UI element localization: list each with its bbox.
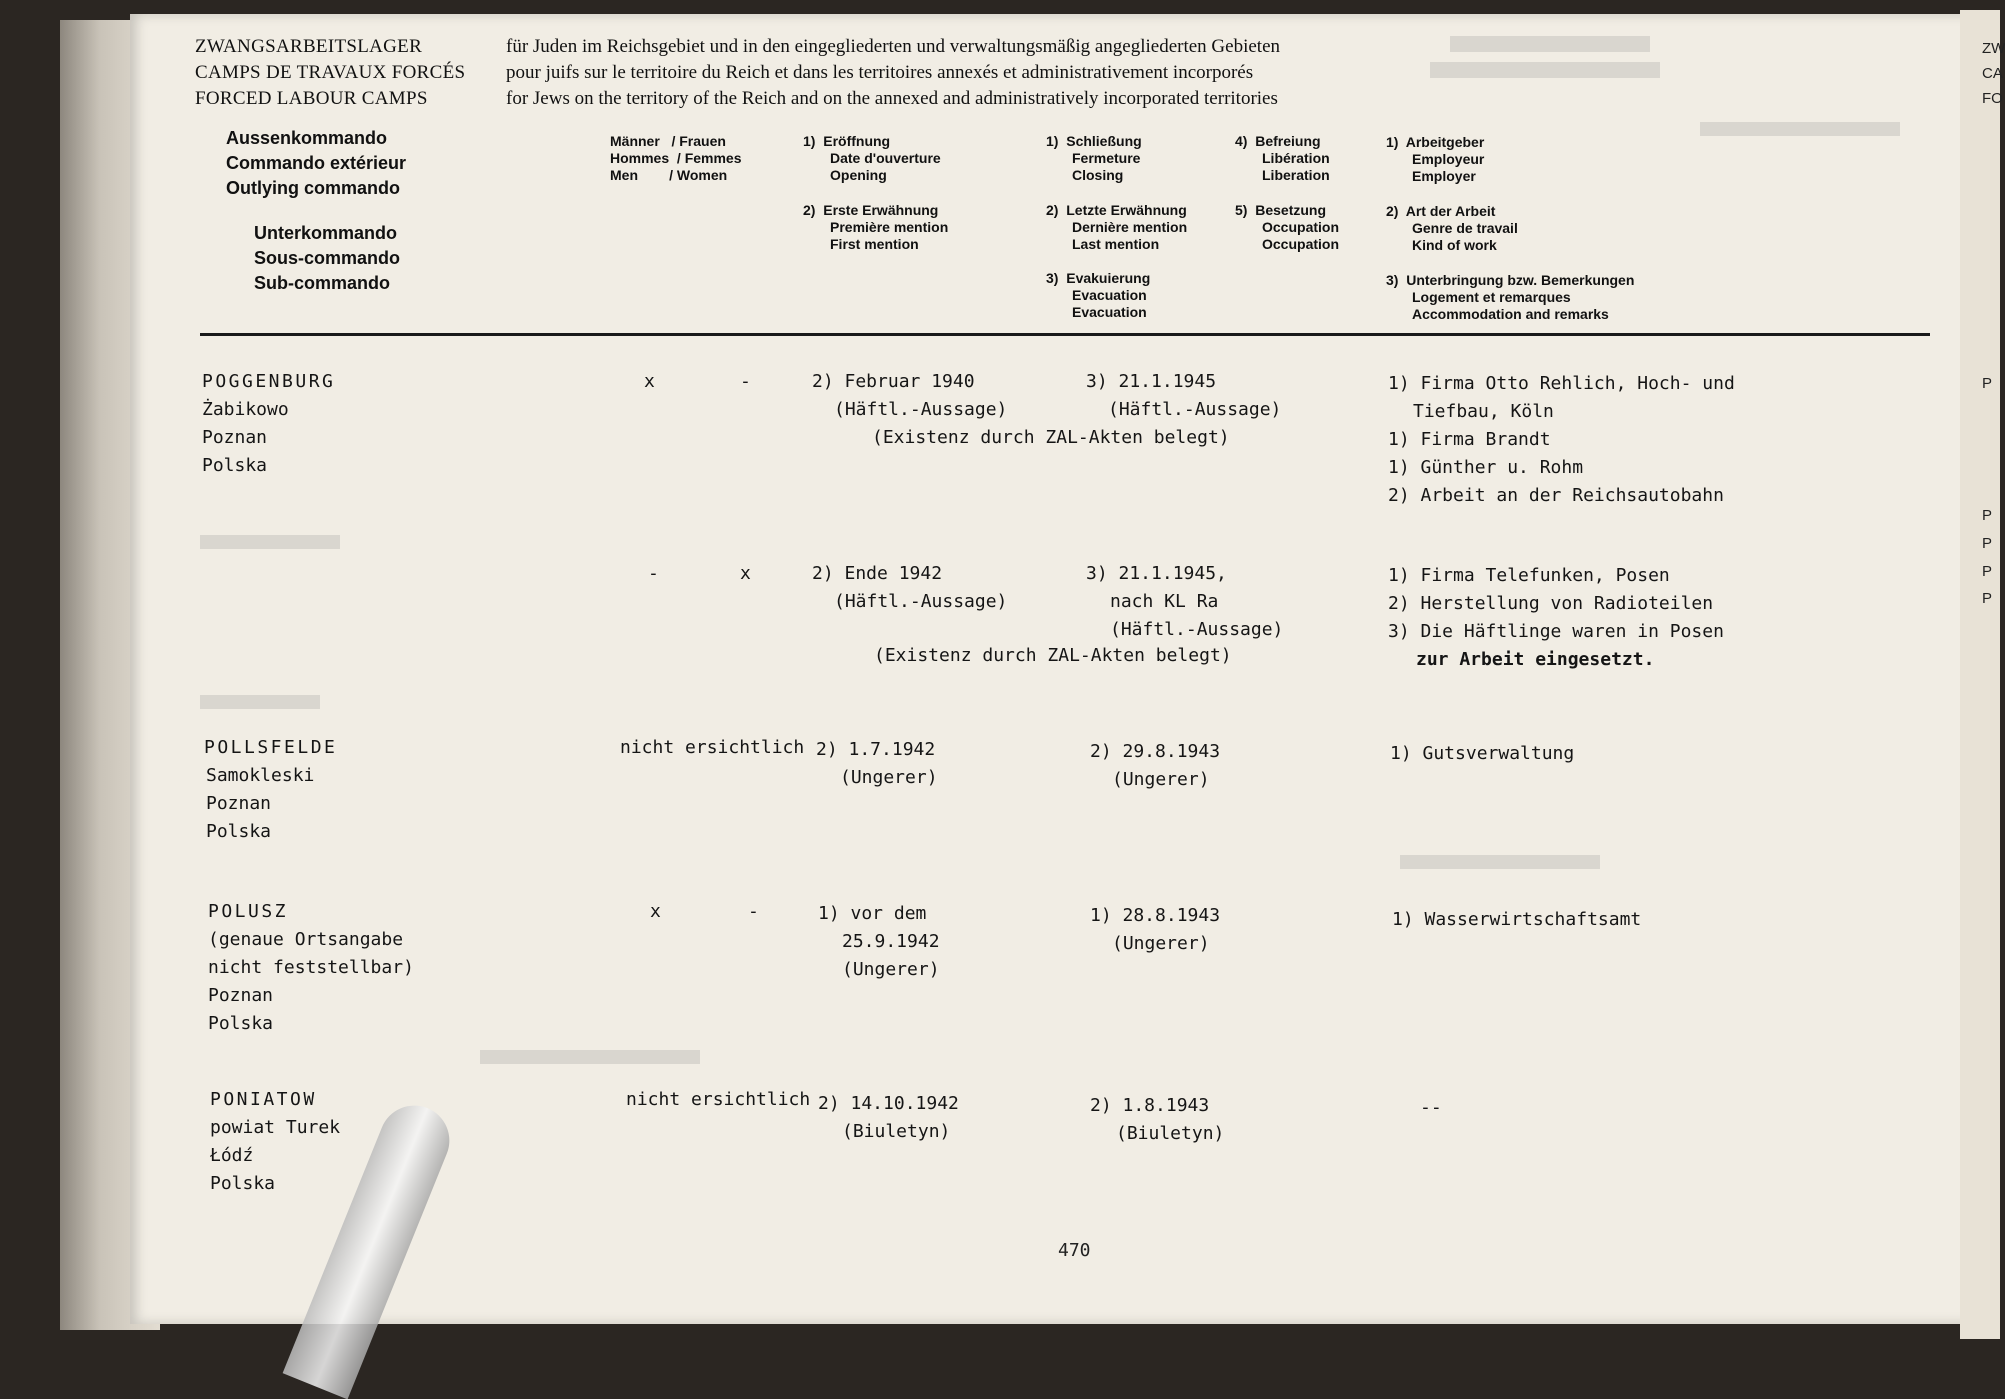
- entry-place: powiat Turek: [210, 1117, 341, 1138]
- entry-opening-source: (Häftl.-Aussage): [834, 591, 1008, 612]
- legend-occupation-en: Occupation: [1262, 236, 1340, 252]
- entry-closing-source: (Ungerer): [1112, 933, 1210, 954]
- legend-kind-of-work-en: Kind of work: [1412, 237, 1497, 253]
- entry-remark: 3) Die Häftlinge waren in Posen: [1388, 621, 1724, 642]
- legend-sub-fr: Sous-commando: [254, 248, 401, 268]
- legend-accommodation-en: Accommodation and remarks: [1412, 306, 1609, 322]
- entry-men: x: [650, 901, 661, 922]
- entry-opening-detail: 25.9.1942: [842, 931, 940, 952]
- entry-place: Polska: [210, 1173, 276, 1194]
- entry-men: x: [644, 371, 655, 392]
- legend-kind-of-work-fr: Genre de travail: [1412, 220, 1518, 236]
- legend-first-mention-de: 2) Erste Erwähnung: [803, 202, 939, 218]
- entry-opening-source: (Ungerer): [842, 959, 940, 980]
- entry-place: nicht feststellbar): [208, 957, 414, 978]
- legend-liberation-en: Liberation: [1262, 167, 1330, 183]
- legend-outlying-en: Outlying commando: [226, 178, 401, 198]
- legend-men-women-de: Männer / Frauen: [610, 133, 726, 149]
- legend-kind-of-work-de: 2) Art der Arbeit: [1386, 203, 1496, 219]
- entry-name: POLLSFELDE: [204, 737, 338, 758]
- legend-liberation-de: 4) Befreiung: [1235, 133, 1321, 149]
- entry-place: Łódź: [210, 1145, 254, 1166]
- bleed-through: [200, 535, 340, 549]
- legend-last-mention-en: Last mention: [1072, 236, 1160, 252]
- bleed-through: [200, 695, 320, 709]
- legend-last-mention-fr: Dernière mention: [1072, 219, 1188, 235]
- entry-opening: 2) 1.7.1942: [816, 739, 936, 760]
- legend-employer-fr: Employeur: [1412, 151, 1485, 167]
- entry-existence-note: (Existenz durch ZAL-Akten belegt): [872, 427, 1230, 448]
- legend-opening-de: 1) Eröffnung: [803, 133, 891, 149]
- page-number: 470: [1058, 1240, 1091, 1261]
- entry-name: POGGENBURG: [202, 371, 336, 392]
- entry-remark: 2) Herstellung von Radioteilen: [1388, 593, 1714, 614]
- legend-first-mention-fr: Première mention: [830, 219, 949, 235]
- legend-outlying-fr: Commando extérieur: [226, 153, 407, 173]
- legend-first-mention-en: First mention: [830, 236, 919, 252]
- bleed-through: [1400, 855, 1600, 869]
- entry-closing: 2) 1.8.1943: [1090, 1095, 1210, 1116]
- entry-remark: zur Arbeit eingesetzt.: [1416, 649, 1655, 670]
- bleed-through: [1450, 36, 1650, 52]
- legend-occupation-fr: Occupation: [1262, 219, 1340, 235]
- entry-name: PONIATOW: [210, 1089, 317, 1110]
- entry-closing: 1) 28.8.1943: [1090, 905, 1221, 926]
- entry-closing-detail: nach KL Ra: [1110, 591, 1219, 612]
- legend-men-women-en: Men / Women: [610, 167, 728, 183]
- entry-closing: 3) 21.1.1945,: [1086, 563, 1227, 584]
- entry-sex-note: nicht ersichtlich: [620, 737, 805, 758]
- description-french: pour juifs sur le territoire du Reich et dans les territoires annexés et administrativement incorporés: [506, 62, 1254, 83]
- legend-opening-fr: Date d'ouverture: [830, 150, 941, 166]
- facing-fragment: P: [1982, 590, 1993, 607]
- entry-place: Polska: [208, 1013, 274, 1034]
- legend-closing-fr: Fermeture: [1072, 150, 1141, 166]
- entry-remark: 1) Wasserwirtschaftsamt: [1392, 909, 1642, 930]
- legend-employer-en: Employer: [1412, 168, 1476, 184]
- facing-fragment: P: [1982, 535, 1993, 552]
- description-german: für Juden im Reichsgebiet und in den eingegliederten und verwaltungsmäßig angegliederten Gebieten: [506, 36, 1281, 57]
- entry-place: Poznan: [202, 427, 268, 448]
- legend-liberation-fr: Libération: [1262, 150, 1330, 166]
- entry-remark: --: [1420, 1097, 1442, 1118]
- legend-occupation-de: 5) Besetzung: [1235, 202, 1327, 218]
- entry-place: Żabikowo: [202, 399, 289, 420]
- entry-opening: 2) 14.10.1942: [818, 1093, 959, 1114]
- entry-place: Poznan: [206, 793, 272, 814]
- legend-outlying-de: Aussenkommando: [226, 128, 388, 148]
- entry-opening: 1) vor dem: [818, 903, 927, 924]
- legend-evacuation-fr: Evacuation: [1072, 287, 1147, 303]
- entry-place: Poznan: [208, 985, 274, 1006]
- entry-closing: 2) 29.8.1943: [1090, 741, 1221, 762]
- legend-sub-en: Sub-commando: [254, 273, 391, 293]
- facing-fragment: ZW: [1982, 40, 2005, 57]
- entry-remark: Tiefbau, Köln: [1413, 401, 1554, 422]
- entry-closing: 3) 21.1.1945: [1086, 371, 1217, 392]
- legend-last-mention-de: 2) Letzte Erwähnung: [1046, 202, 1187, 218]
- legend-employer-de: 1) Arbeitgeber: [1386, 134, 1485, 150]
- bleed-through: [1430, 62, 1660, 78]
- entry-place: Polska: [202, 455, 268, 476]
- legend-closing-en: Closing: [1072, 167, 1124, 183]
- facing-fragment: P: [1982, 375, 1993, 392]
- legend-accommodation-fr: Logement et remarques: [1412, 289, 1571, 305]
- entry-closing-source: (Häftl.-Aussage): [1110, 619, 1284, 640]
- legend-accommodation-de: 3) Unterbringung bzw. Bemerkungen: [1386, 272, 1635, 288]
- legend-closing-de: 1) Schließung: [1046, 133, 1142, 149]
- entry-women: x: [740, 563, 751, 584]
- entry-opening-source: (Biuletyn): [842, 1121, 951, 1142]
- entry-place: Polska: [206, 821, 272, 842]
- entry-closing-source: (Biuletyn): [1116, 1123, 1225, 1144]
- entry-remark: 1) Gutsverwaltung: [1390, 743, 1575, 764]
- facing-page-edge: [1960, 10, 2005, 1339]
- entry-opening: 2) Februar 1940: [812, 371, 975, 392]
- legend-evacuation-de: 3) Evakuierung: [1046, 270, 1151, 286]
- bleed-through: [1700, 122, 1900, 136]
- entry-remark: 1) Firma Telefunken, Posen: [1388, 565, 1670, 586]
- entry-place: (genaue Ortsangabe: [208, 929, 404, 950]
- legend-men-women-fr: Hommes / Femmes: [610, 150, 742, 166]
- entry-remark: 1) Firma Brandt: [1388, 429, 1551, 450]
- heading-english: FORCED LABOUR CAMPS: [195, 88, 428, 109]
- entry-place: Samokleski: [206, 765, 315, 786]
- entry-opening-source: (Ungerer): [840, 767, 938, 788]
- description-english: for Jews on the territory of the Reich and on the annexed and administratively incorporated territories: [506, 88, 1278, 109]
- legend-opening-en: Opening: [830, 167, 887, 183]
- entry-women: -: [748, 901, 759, 922]
- entry-sex-note: nicht ersichtlich: [626, 1089, 811, 1110]
- entry-existence-note: (Existenz durch ZAL-Akten belegt): [874, 645, 1232, 666]
- entry-opening: 2) Ende 1942: [812, 563, 943, 584]
- legend-sub-de: Unterkommando: [254, 223, 398, 243]
- entry-remark: 2) Arbeit an der Reichsautobahn: [1388, 485, 1724, 506]
- entry-closing-source: (Häftl.-Aussage): [1108, 399, 1282, 420]
- facing-fragment: FO: [1982, 90, 2003, 107]
- entry-men: -: [648, 563, 659, 584]
- heading-french: CAMPS DE TRAVAUX FORCÉS: [195, 62, 466, 83]
- facing-fragment: P: [1982, 507, 1993, 524]
- entry-closing-source: (Ungerer): [1112, 769, 1210, 790]
- entry-remark: 1) Firma Otto Rehlich, Hoch- und: [1388, 373, 1735, 394]
- facing-fragment: P: [1982, 563, 1993, 580]
- entry-opening-source: (Häftl.-Aussage): [834, 399, 1008, 420]
- bleed-through: [480, 1050, 700, 1064]
- heading-german: ZWANGSARBEITSLAGER: [195, 36, 423, 57]
- legend-evacuation-en: Evacuation: [1072, 304, 1147, 320]
- entry-remark: 1) Günther u. Rohm: [1388, 457, 1584, 478]
- header-divider: [200, 333, 1930, 336]
- entry-women: -: [740, 371, 751, 392]
- entry-name: POLUSZ: [208, 901, 289, 922]
- facing-fragment: CA: [1982, 65, 2003, 82]
